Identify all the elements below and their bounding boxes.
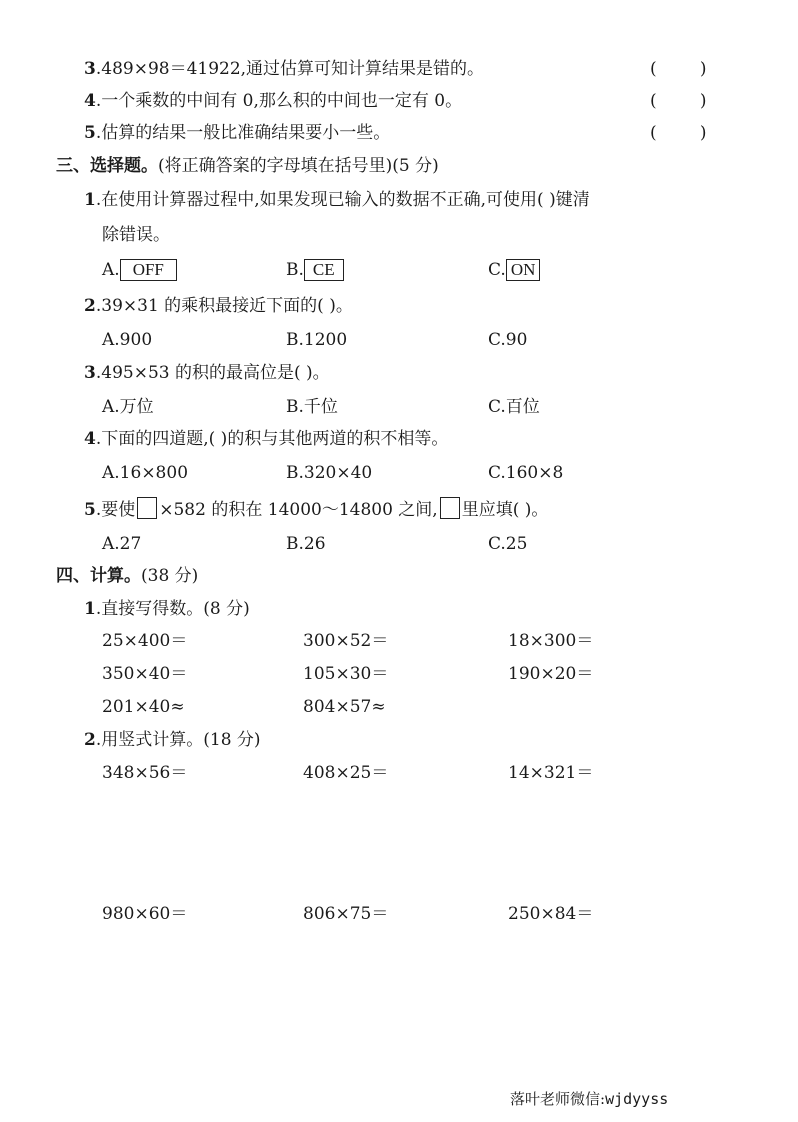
option-c[interactable]: C.160×8 <box>488 463 564 483</box>
option-b[interactable]: B.1200 <box>286 330 348 350</box>
calc-expression: 350×40＝ <box>102 664 188 684</box>
calc-expression: 18×300＝ <box>508 631 594 651</box>
item-number: 2 <box>84 296 96 316</box>
calc-expression: 25×400＝ <box>102 631 188 651</box>
answer-paren[interactable]: ( ) <box>650 91 707 111</box>
choice-question-5 <box>84 497 548 521</box>
item-number: 1 <box>84 599 96 619</box>
section-title: 三、选择题。 <box>56 156 158 176</box>
footer-wechat-id: wjdyyss <box>605 1090 669 1108</box>
footer-label: 落叶老师微信: <box>510 1090 606 1108</box>
section-3-heading <box>56 155 439 177</box>
calc-expression: 105×30＝ <box>303 664 389 684</box>
calc-expression: 190×20＝ <box>508 664 594 684</box>
item-number: 4 <box>84 91 96 111</box>
judge-item-4 <box>84 90 462 112</box>
section-note: (38 分) <box>141 566 199 586</box>
item-text: .下面的四道题,( )的积与其他两道的积不相等。 <box>95 429 449 449</box>
option-a[interactable] <box>102 259 177 281</box>
section-4-heading <box>56 565 198 587</box>
key-ce: CE <box>304 259 344 281</box>
option-b[interactable] <box>286 259 344 281</box>
option-letter: A. <box>102 260 120 280</box>
section-title: 四、计算。 <box>56 566 141 586</box>
option-b[interactable]: B.320×40 <box>286 463 373 483</box>
calc-expression: 348×56＝ <box>102 763 188 783</box>
calc-expression: 201×40≈ <box>102 697 185 717</box>
option-b[interactable]: B.千位 <box>286 397 338 417</box>
item-text: ×582 的积在 14000～14800 之间, <box>159 500 438 520</box>
option-c[interactable]: C.90 <box>488 330 528 350</box>
choice-question-2 <box>84 295 353 317</box>
item-text: .用竖式计算。(18 分) <box>95 730 261 750</box>
option-b[interactable]: B.26 <box>286 534 326 554</box>
footer-contact <box>510 1088 668 1109</box>
choice-question-1 <box>84 189 590 211</box>
answer-paren[interactable]: ( ) <box>650 123 707 143</box>
item-text: .直接写得数。(8 分) <box>95 599 250 619</box>
blank-box[interactable] <box>137 497 157 519</box>
option-letter: B. <box>286 260 304 280</box>
item-text: .39×31 的乘积最接近下面的( )。 <box>95 296 353 316</box>
choice-question-3 <box>84 362 330 384</box>
calc-expression: 250×84＝ <box>508 904 594 924</box>
key-on: ON <box>506 259 541 281</box>
calc-expression: 804×57≈ <box>303 697 386 717</box>
item-number: 3 <box>84 363 96 383</box>
calc-expression: 14×321＝ <box>508 763 594 783</box>
calc-expression: 806×75＝ <box>303 904 389 924</box>
item-text: .489×98＝41922,通过估算可知计算结果是错的。 <box>95 59 485 79</box>
option-a[interactable]: A.27 <box>102 534 142 554</box>
item-number: 5 <box>84 500 96 520</box>
calc-expression: 408×25＝ <box>303 763 389 783</box>
item-number: 2 <box>84 730 96 750</box>
option-a[interactable]: A.900 <box>102 330 153 350</box>
item-text: 里应填( )。 <box>461 500 549 520</box>
section-note: (将正确答案的字母填在括号里)(5 分) <box>158 156 439 176</box>
option-letter: C. <box>488 260 506 280</box>
item-number: 5 <box>84 123 96 143</box>
answer-paren[interactable]: ( ) <box>650 59 707 79</box>
item-text: .在使用计算器过程中,如果发现已输入的数据不正确,可使用( )键清 <box>95 190 590 210</box>
calc-question-1 <box>84 598 250 620</box>
option-a[interactable]: A.万位 <box>102 397 154 417</box>
option-a[interactable]: A.16×800 <box>102 463 189 483</box>
calc-question-2 <box>84 729 261 751</box>
calc-expression: 980×60＝ <box>102 904 188 924</box>
item-number: 4 <box>84 429 96 449</box>
choice-question-4 <box>84 428 448 450</box>
option-c[interactable] <box>488 259 540 281</box>
option-c[interactable]: C.25 <box>488 534 528 554</box>
blank-box[interactable] <box>440 497 460 519</box>
item-number: 3 <box>84 59 96 79</box>
calc-expression: 300×52＝ <box>303 631 389 651</box>
key-off: OFF <box>120 259 177 281</box>
option-c[interactable]: C.百位 <box>488 397 540 417</box>
item-text: .495×53 的积的最高位是( )。 <box>95 363 330 383</box>
question-text-continued: 除错误。 <box>102 225 170 245</box>
item-text: .估算的结果一般比准确结果要小一些。 <box>95 123 391 143</box>
item-text: .要使 <box>95 500 136 520</box>
judge-item-5 <box>84 122 390 144</box>
item-text: .一个乘数的中间有 0,那么积的中间也一定有 0。 <box>95 91 463 111</box>
judge-item-3 <box>84 58 484 80</box>
item-number: 1 <box>84 190 96 210</box>
